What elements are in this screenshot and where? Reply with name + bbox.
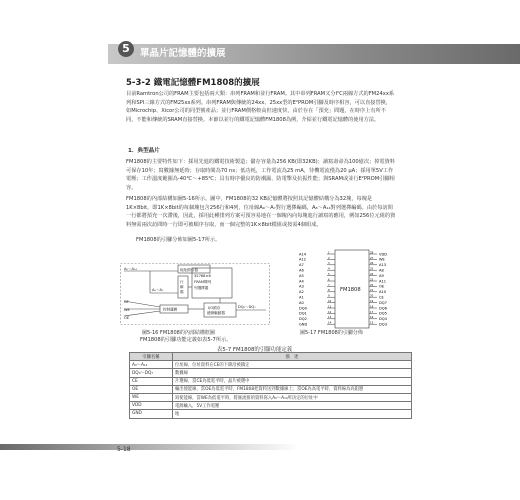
pin-label-right: A9 bbox=[379, 273, 384, 278]
pin-name-cell: A₀～A₁₄ bbox=[130, 361, 173, 369]
pin-label-right: A8 bbox=[379, 268, 384, 273]
subheading-typical-chip: 1．典型晶片 bbox=[128, 148, 160, 154]
pin-desc-cell: 數據線 bbox=[173, 369, 412, 377]
table-row bbox=[130, 369, 412, 377]
table-row bbox=[130, 385, 412, 393]
pin-number-left: 3 bbox=[328, 262, 330, 266]
pin-name-cell: OE bbox=[130, 385, 173, 393]
pin-desc-cell: 電源輸入，5V工作電壓 bbox=[173, 402, 412, 410]
pin-function-table bbox=[129, 352, 412, 419]
pin-label-right: A11 bbox=[379, 279, 387, 284]
internal-structure-diagram bbox=[120, 263, 270, 325]
pin-label-right: CE bbox=[379, 295, 384, 300]
pin-label-left: DQ2 bbox=[299, 317, 307, 322]
pin-number-left: 8 bbox=[328, 289, 330, 293]
pin-function-intro: FM1808的引腳功能定義如表5-7所示。 bbox=[140, 337, 232, 343]
pin-name-cell: WE bbox=[130, 393, 173, 401]
table-row bbox=[130, 393, 412, 401]
intro-paragraph: 目前Ramtron公司的FRAM主要包括兩大類：串列FRAM和並行FRAM。其中串列FRAM又分I²C兩線方式的FM24xx系列和SPI三線方式的FM25xx系列。串列FRAM與傳統的24xx、25xx型的E²PROM引腳及時序相容，可以直接替換，如Microchip、Xicor公司的同型號產品；並行FRAM價格較高但速度快，由於存在「預充」問題，在時序上有所不同，不能和傳統的SRAM直接替換。本節以並行的鐵電記憶體FM1808為例，介紹並行鐵電記憶體的使用方法。 bbox=[126, 91, 395, 123]
pin-number-left: 5 bbox=[328, 273, 330, 276]
chapter-number-badge: 5 bbox=[118, 41, 134, 57]
pin-label-right: WE bbox=[379, 257, 385, 262]
pin-label-left: A14 bbox=[299, 252, 307, 257]
table-row bbox=[130, 410, 412, 418]
pin-label-left: A4 bbox=[299, 279, 304, 284]
table-header-description: 描 述 bbox=[173, 353, 412, 361]
pin-name-cell: CE bbox=[130, 377, 173, 385]
pin-number-left: 10 bbox=[328, 300, 332, 303]
pin-number-left: 13 bbox=[328, 316, 332, 320]
pin-label-right: A10 bbox=[379, 290, 387, 295]
pin-label-right: VDD bbox=[379, 252, 387, 257]
chip-name-label: FM1808 bbox=[340, 287, 361, 293]
diagram-array-line-2: FRAM陣列 bbox=[194, 280, 212, 284]
pin-label-left: GND bbox=[299, 322, 308, 327]
chapter-title: 單晶片記憶體的擴展 bbox=[140, 48, 226, 59]
table-row bbox=[130, 377, 412, 385]
diagram-ce-label: CE bbox=[124, 300, 129, 304]
diagram-control-logic-label: 控制邏輯 bbox=[163, 307, 178, 312]
features-paragraph: FM1808的主要特性如下：採用先進的鐵電技術製造；儲存容量為256 KB(即32KB)；讀寫壽命為100億次；掉電資料可保存10年；寫數據無延時；存取時間為70 ns；低功耗，工作電流為25 mA，待機電流僅為20 μA；採用單5V工作電壓；工作溫度範圍為-40℃～+85℃；具有時序優良的防潮濕、防電擊及抗振性能；與SRAM或並行E²PROM引腳相容。 bbox=[126, 159, 395, 191]
pin-number-right: 23 bbox=[370, 278, 374, 282]
pin-label-right: DQ6 bbox=[379, 306, 387, 311]
pin-label-right: A13 bbox=[379, 263, 387, 268]
pin-number-right: 19 bbox=[370, 300, 374, 303]
pin-desc-cell: 片選線，當CE為低電平時，晶片被選中 bbox=[173, 377, 412, 385]
pin-name-cell: DQ₀～DQ₇ bbox=[130, 369, 173, 377]
pin-label-left: A1 bbox=[299, 295, 304, 300]
page-number: 5-18 bbox=[117, 446, 131, 453]
pin-number-left: 2 bbox=[328, 256, 330, 260]
pin-name-cell: VDD bbox=[130, 402, 173, 410]
svg-text:碼: 碼 bbox=[180, 290, 184, 294]
pin-label-left: A7 bbox=[299, 263, 304, 268]
pin-number-right: 24 bbox=[370, 273, 374, 276]
pin-label-right: DQ4 bbox=[379, 317, 387, 322]
figure-5-16-caption: 圖5-16 FM1808的內部結構框圖 bbox=[142, 330, 215, 336]
table-5-7-title: 表5-7 FM1808的引腳功能定義 bbox=[217, 347, 293, 353]
pin-number-left: 7 bbox=[328, 283, 330, 287]
table-row bbox=[130, 361, 412, 369]
pin-desc-cell: 寫使能線，當WE為低電平時，將匯流排的資料寫入A₀～A₁₄所決定的位址中 bbox=[173, 393, 412, 401]
diagram-dq-output-label: DQ₀～DQ₇ bbox=[238, 305, 256, 309]
svg-text:解: 解 bbox=[180, 285, 184, 289]
pin-label-left: A3 bbox=[299, 284, 304, 289]
diagram-row-decoder-label: 行 bbox=[180, 280, 184, 284]
diagram-array-line-1: 32768×8 bbox=[194, 274, 211, 278]
pin-label-right: DQ5 bbox=[379, 311, 387, 316]
pin-number-right: 16 bbox=[370, 316, 374, 320]
pin-desc-cell: 位址線，位址資料在CE的下降沿被鎖定 bbox=[173, 361, 412, 369]
pin-number-right: 26 bbox=[370, 262, 374, 266]
diagram-io-line-1: I/O鎖存 bbox=[208, 306, 221, 310]
pinout-diagram bbox=[297, 248, 407, 330]
diagram-array-line-3: 列選擇器 bbox=[194, 286, 209, 290]
pin-number-right: 18 bbox=[370, 305, 374, 309]
pin-number-right: 22 bbox=[370, 283, 374, 287]
pinout-intro: FM1808的引腳分佈如圖5-17所示。 bbox=[136, 237, 221, 243]
diagram-oe-label: OE bbox=[124, 316, 130, 320]
table-header-pin: 引腳名稱 bbox=[130, 353, 173, 361]
pin-number-left: 4 bbox=[328, 267, 330, 271]
pin-desc-cell: 地 bbox=[173, 410, 412, 418]
diagram-io-line-2: 總線驅動器 bbox=[207, 311, 225, 315]
diagram-addr-input-label: A₀～A₁₄ bbox=[124, 267, 137, 271]
figure-5-17-caption: 圖5-17 FM1808的引腳分佈 bbox=[300, 330, 363, 336]
pin-number-left: 1 bbox=[328, 251, 330, 255]
pin-number-left: 14 bbox=[328, 321, 332, 325]
diagram-latch-label: 地址鎖存器 bbox=[180, 268, 198, 272]
pin-number-right: 27 bbox=[370, 256, 374, 260]
diagram-we-label: WE bbox=[124, 308, 130, 312]
diagram-row-addr-label: A₀～A₇ bbox=[152, 288, 164, 292]
table-header-row bbox=[130, 353, 412, 361]
pin-label-left: DQ1 bbox=[299, 311, 307, 316]
pin-label-left: A12 bbox=[299, 257, 307, 262]
pin-label-right: OE bbox=[379, 284, 385, 289]
pin-label-left: A0 bbox=[299, 300, 304, 305]
pin-number-right: 17 bbox=[370, 310, 374, 314]
pin-label-left: DQ0 bbox=[299, 306, 307, 311]
table-row bbox=[130, 402, 412, 410]
pin-number-left: 9 bbox=[328, 294, 330, 298]
pin-label-right: DQ3 bbox=[379, 322, 387, 327]
pin-number-left: 6 bbox=[328, 278, 330, 282]
pin-label-left: A5 bbox=[299, 273, 304, 278]
pin-number-right: 28 bbox=[370, 251, 374, 255]
pin-number-right: 20 bbox=[370, 294, 374, 298]
structure-paragraph: FM1808的內部結構如圖5-16所示。圖中，FM1808的32 KB記憶體將按照其記憶體結構分為32塊，每塊是1K×8bit，即1K×8bit的每個塊包含256行和4列，位址線A₀～A₇對行選擇編碼，A₈～A₁₄對列選擇編碼。由於每訪問一行都將預充一次滯後，因此，採用此種排列方案可預容易地在一個塊內向每塊進行讀寫的應用，例如256位元組的資料無需兩次訪問時一行即可被順序存取，而一個完整的1K×8bit模組或按需4個組成。 bbox=[126, 196, 396, 228]
pin-number-right: 25 bbox=[370, 267, 374, 271]
pin-desc-cell: 輸出使能線，當OE為低電平時，FM1808把資料送到數據線上；當OE為高電平時，資料線為高阻態 bbox=[173, 385, 412, 393]
pin-label-right: DQ7 bbox=[379, 300, 387, 305]
pin-number-right: 21 bbox=[370, 289, 374, 293]
pin-name-cell: GND bbox=[130, 410, 173, 418]
pin-number-right: 15 bbox=[370, 321, 374, 325]
section-title: 5-3-2 鐵電記憶體FM1808的擴展 bbox=[126, 78, 260, 88]
footer-bar bbox=[0, 444, 300, 450]
pin-number-left: 12 bbox=[328, 310, 332, 314]
pin-label-left: A2 bbox=[299, 290, 304, 295]
pin-label-left: A6 bbox=[299, 268, 304, 273]
pin-number-left: 11 bbox=[328, 305, 332, 309]
